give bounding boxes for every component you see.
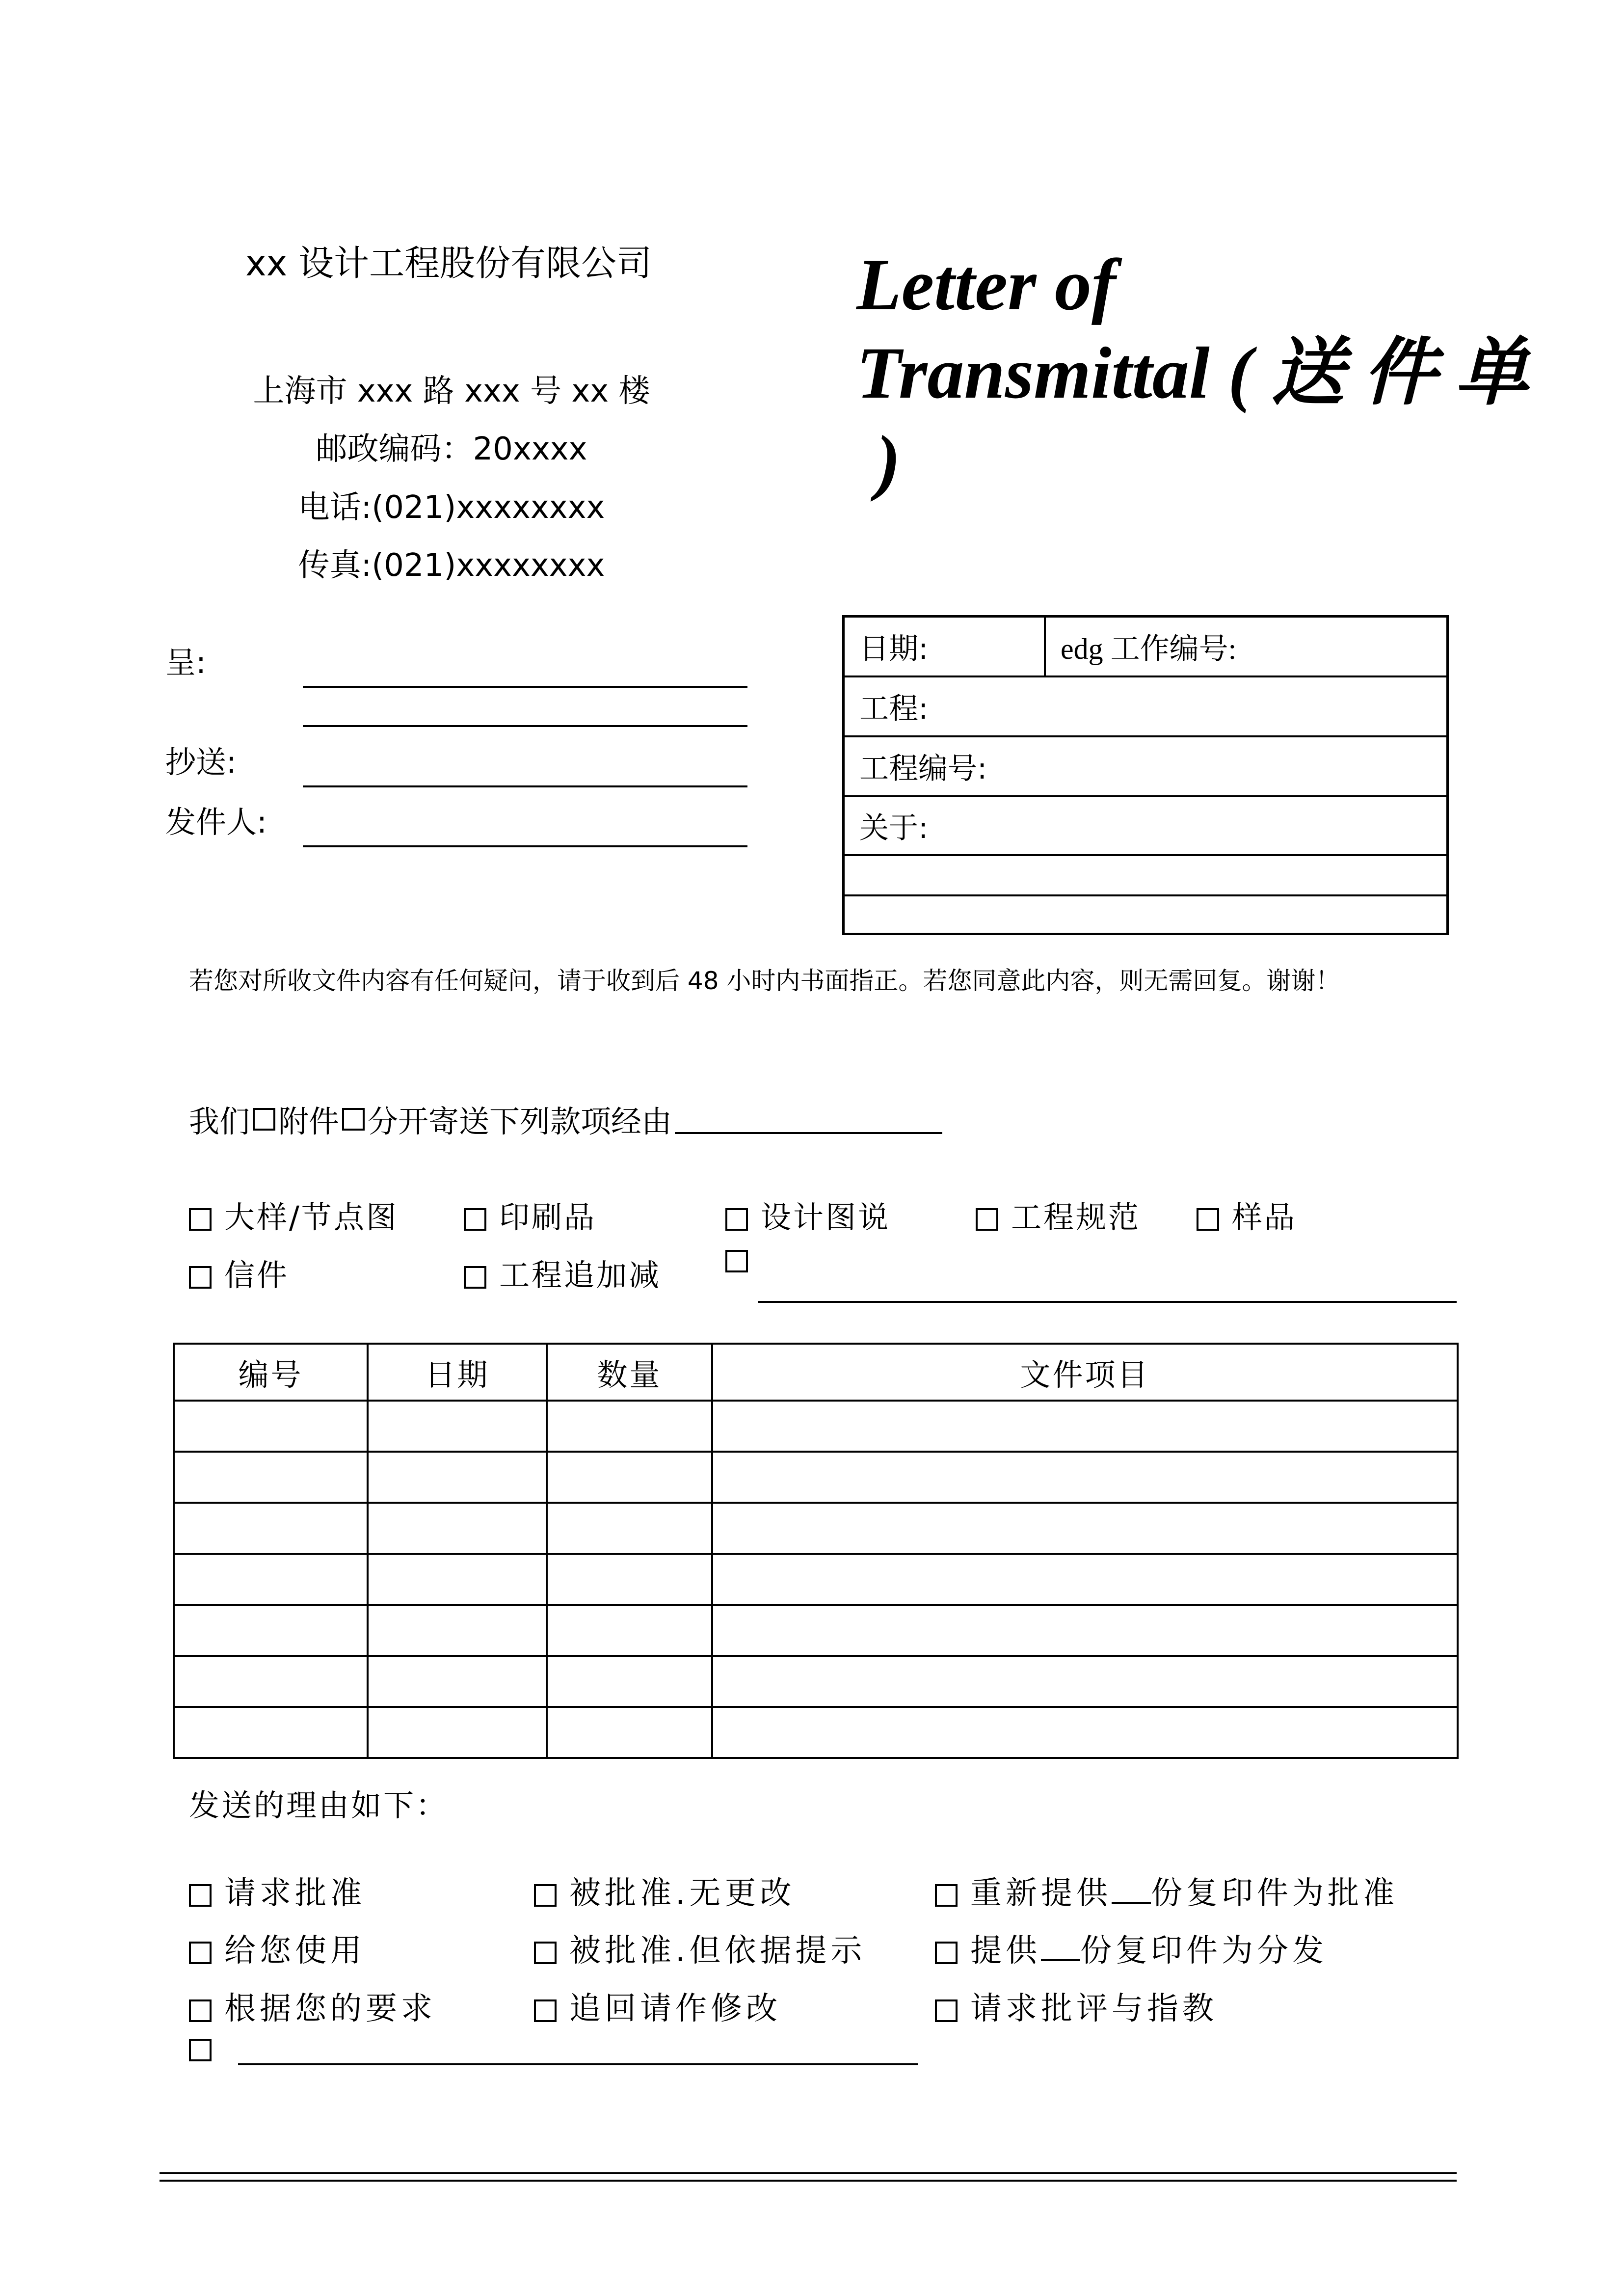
title-line-3: )	[876, 421, 901, 502]
to-line-1[interactable]	[303, 686, 747, 688]
table-cell[interactable]	[368, 1503, 547, 1554]
postcode: 邮政编码：20xxxx	[316, 431, 587, 467]
table-cell[interactable]	[712, 1401, 1458, 1452]
reason-review-comment[interactable]	[935, 1983, 1218, 2028]
option-change-order[interactable]	[464, 1251, 661, 1295]
reason-label: 重新提供	[970, 1875, 1112, 1912]
table-row	[174, 1452, 1458, 1503]
checkbox[interactable]	[976, 1208, 998, 1231]
send-we: 我们	[189, 1104, 250, 1139]
reason-label: 提供	[970, 1933, 1041, 1969]
to-label: 呈:	[165, 645, 206, 680]
attachment-checkbox[interactable]	[253, 1108, 275, 1131]
checkbox[interactable]	[534, 1884, 557, 1907]
table-cell[interactable]	[174, 1656, 368, 1707]
table-cell[interactable]	[174, 1401, 368, 1452]
table-cell[interactable]	[547, 1554, 712, 1605]
project-label: 工程:	[859, 692, 929, 726]
table-cell[interactable]	[174, 1503, 368, 1554]
info-row-project-no[interactable]	[845, 737, 1446, 797]
info-row-about[interactable]	[845, 797, 1446, 856]
checkbox[interactable]	[464, 1266, 486, 1289]
checkbox[interactable]	[189, 2039, 212, 2061]
checkbox[interactable]	[189, 1999, 212, 2022]
table-row	[174, 1605, 1458, 1656]
table-cell[interactable]	[368, 1707, 547, 1758]
title-line-1: Letter of	[856, 244, 1116, 325]
table-cell[interactable]	[712, 1554, 1458, 1605]
table-cell[interactable]	[712, 1503, 1458, 1554]
reason-label: 请求批评与指教	[970, 1991, 1218, 2027]
about-label: 关于:	[859, 811, 929, 845]
title-line-2: Transmittal ( 送 件 单	[856, 332, 1529, 414]
reason-label: 被批准.无更改	[569, 1875, 796, 1912]
cc-line[interactable]	[303, 785, 747, 787]
reason-other-line[interactable]	[238, 2063, 918, 2065]
reason-label: 根据您的要求	[224, 1991, 436, 2027]
option-label: 工程追加减	[499, 1257, 662, 1293]
info-row-blank-1[interactable]	[845, 856, 1446, 896]
document-table	[173, 1343, 1459, 1759]
reason-approved-no-change[interactable]	[534, 1868, 795, 1913]
to-line-2[interactable]	[303, 725, 747, 727]
sender-line[interactable]	[303, 845, 747, 847]
phone: 电话:(021)xxxxxxxx	[298, 489, 605, 526]
table-row	[174, 1554, 1458, 1605]
table-cell[interactable]	[368, 1554, 547, 1605]
checkbox[interactable]	[935, 1999, 958, 2022]
date-cell[interactable]	[845, 618, 1046, 675]
company-name: xx 设计工程股份有限公司	[245, 243, 652, 284]
option-letter[interactable]	[189, 1251, 289, 1295]
option-label: 设计图说	[761, 1199, 891, 1235]
table-cell[interactable]	[712, 1452, 1458, 1503]
cc-label: 抄送:	[165, 744, 237, 780]
table-cell[interactable]	[547, 1401, 712, 1452]
reason-label: 请求批准	[224, 1875, 366, 1912]
sender-label: 发件人:	[165, 804, 267, 840]
checkbox[interactable]	[534, 1999, 557, 2022]
reason-resubmit[interactable]	[935, 1868, 1398, 1913]
reason-other[interactable]	[189, 2030, 224, 2066]
reason-approval-request[interactable]	[189, 1868, 366, 1913]
send-via-blank[interactable]	[675, 1105, 942, 1134]
checkbox[interactable]	[189, 1208, 212, 1231]
checkbox[interactable]	[725, 1208, 748, 1231]
option-other[interactable]	[725, 1241, 761, 1277]
table-cell[interactable]	[174, 1605, 368, 1656]
option-samples[interactable]	[1197, 1193, 1297, 1237]
footer-rule-bottom	[160, 2180, 1457, 2182]
fax: 传真:(021)xxxxxxxx	[298, 547, 605, 584]
reason-as-requested[interactable]	[189, 1983, 436, 2028]
option-label: 印刷品	[499, 1199, 597, 1235]
job-no-label: edg 工作编号:	[1061, 633, 1237, 665]
option-specs[interactable]	[976, 1193, 1141, 1237]
checkbox[interactable]	[189, 1266, 212, 1289]
header-document-item: 文件项目	[712, 1344, 1458, 1401]
table-cell[interactable]	[547, 1707, 712, 1758]
table-cell[interactable]	[712, 1707, 1458, 1758]
notice-text: 若您对所收文件内容有任何疑问，请于收到后 48 小时内书面指正。若您同意此内容，则无需回复。谢谢！	[189, 967, 1340, 995]
reason-label: 给您使用	[224, 1933, 366, 1969]
info-row-date	[845, 618, 1446, 677]
separately-checkbox[interactable]	[342, 1108, 365, 1131]
table-cell[interactable]	[368, 1656, 547, 1707]
table-cell[interactable]	[368, 1401, 547, 1452]
header-number: 编号	[174, 1344, 368, 1401]
reason-label: 被批准.但依据提示	[569, 1933, 866, 1969]
option-other-line[interactable]	[758, 1301, 1457, 1303]
checkbox[interactable]	[935, 1884, 958, 1907]
table-cell[interactable]	[174, 1707, 368, 1758]
reason-label: 份复印件为批准	[1151, 1875, 1398, 1912]
table-cell[interactable]	[547, 1503, 712, 1554]
table-row	[174, 1707, 1458, 1758]
option-printed[interactable]	[464, 1193, 596, 1237]
header-date: 日期	[368, 1344, 547, 1401]
table-cell[interactable]	[712, 1605, 1458, 1656]
option-label: 信件	[224, 1257, 290, 1293]
copies-blank[interactable]	[1041, 1932, 1080, 1961]
option-design-notes[interactable]	[725, 1193, 890, 1237]
info-row-blank-2[interactable]	[845, 896, 1446, 936]
table-row	[174, 1503, 1458, 1554]
header-quantity: 数量	[547, 1344, 712, 1401]
table-row	[174, 1401, 1458, 1452]
table-cell[interactable]	[547, 1452, 712, 1503]
checkbox[interactable]	[725, 1250, 748, 1272]
info-row-project[interactable]	[845, 677, 1446, 737]
checkbox[interactable]	[189, 1884, 212, 1907]
project-no-label: 工程编号:	[859, 752, 987, 786]
table-cell[interactable]	[368, 1452, 547, 1503]
option-detail-drawing[interactable]	[189, 1193, 399, 1237]
reason-returned-for-correction[interactable]	[534, 1983, 781, 2028]
reason-provide[interactable]	[935, 1925, 1328, 1971]
option-label: 工程规范	[1011, 1199, 1141, 1235]
reason-label: 份复印件为分发	[1080, 1933, 1328, 1969]
copies-blank[interactable]	[1112, 1874, 1151, 1904]
table-row	[174, 1656, 1458, 1707]
checkbox[interactable]	[464, 1208, 486, 1231]
send-attachment: 附件	[278, 1104, 340, 1139]
table-cell[interactable]	[712, 1656, 1458, 1707]
table-header-row	[174, 1344, 1458, 1401]
table-cell[interactable]	[174, 1452, 368, 1503]
option-label: 样品	[1232, 1199, 1297, 1235]
send-via-line	[189, 1097, 942, 1141]
checkbox[interactable]	[189, 1942, 212, 1964]
date-label: 日期:	[859, 632, 929, 666]
table-cell[interactable]	[368, 1605, 547, 1656]
info-box	[842, 615, 1449, 935]
send-separately: 分开寄送下列款项经由	[368, 1104, 672, 1139]
option-label: 大样/节点图	[224, 1199, 399, 1235]
reasons-title: 发送的理由如下：	[189, 1787, 449, 1823]
document-title	[856, 241, 1544, 506]
reason-for-your-use[interactable]	[189, 1925, 366, 1971]
reason-approved-as-noted[interactable]	[534, 1925, 866, 1971]
checkbox[interactable]	[935, 1942, 958, 1964]
job-no-cell[interactable]	[1046, 618, 1446, 675]
table-cell[interactable]	[547, 1656, 712, 1707]
footer-rule-top	[160, 2172, 1457, 2174]
checkbox[interactable]	[534, 1942, 557, 1964]
reason-label: 追回请作修改	[569, 1991, 781, 2027]
company-address: 上海市 xxx 路 xxx 号 xx 楼	[253, 373, 650, 409]
table-cell[interactable]	[174, 1554, 368, 1605]
table-cell[interactable]	[547, 1605, 712, 1656]
checkbox[interactable]	[1197, 1208, 1219, 1231]
